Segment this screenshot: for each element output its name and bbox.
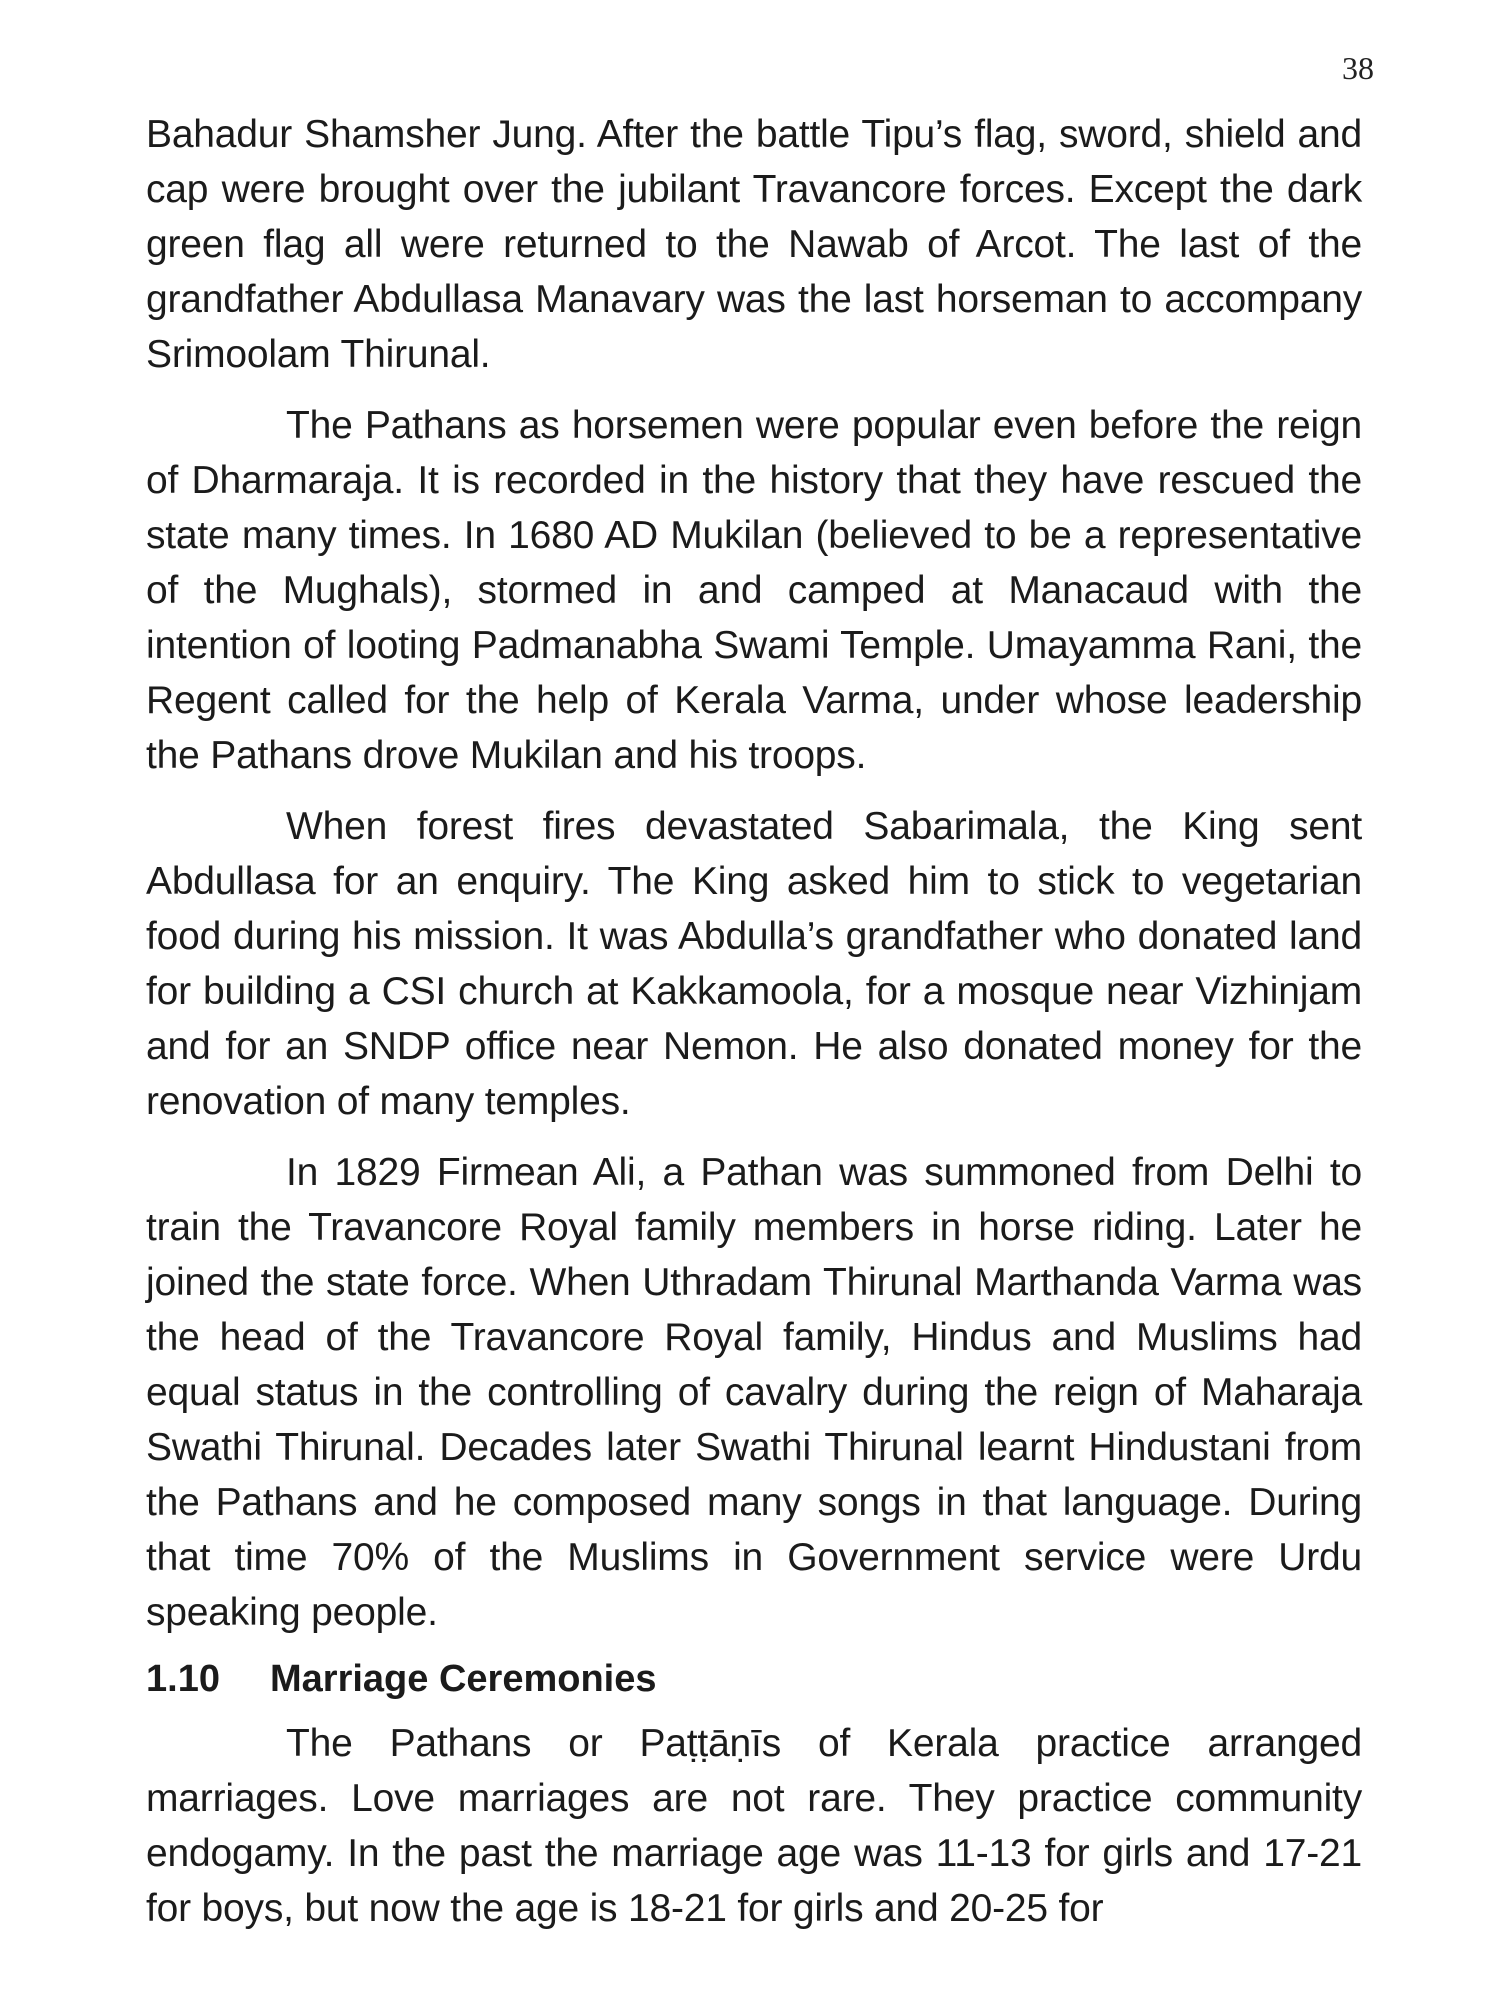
- paragraph-4: In 1829 Firmean Ali, a Pathan was summoned from Delhi to train the Travancore Royal family members in horse riding. Later he joined the state force. When Uthradam Thirunal Marthanda Varma was the head of the Travancore Royal family, Hindus and Muslims had equal status in the controlling of cavalry during the reign of Maharaja Swathi Thirunal. Decades later Swathi Thirunal learnt Hindustani from the Pathans and he composed many songs in that language. During that time 70% of the Muslims in Government service were Urdu speaking people.: [146, 1151, 1362, 1634]
- section-title: Marriage Ceremonies: [270, 1658, 657, 1700]
- paragraph-1: Bahadur Shamsher Jung. After the battle Tipu’s flag, sword, shield and cap were brought over the jubilant Travancore forces. Except the dark green flag all were returned to the Nawab of Arcot. The last of the grandfather Abdullasa Manavary was the last horseman to accompany Srimoolam Thirunal.: [146, 113, 1362, 376]
- page-body: [146, 107, 1362, 1936]
- section-paragraph-1: The Pathans or Paṭṭāṇīs of Kerala practice arranged marriages. Love marriages are not rare. They practice community endogamy. In the past the marriage age was 11-13 for girls and 17-21 for boys, but now the age is 18-21 for girls and 20-25 for: [146, 1722, 1362, 1930]
- paragraph-3: When forest fires devastated Sabarimala, the King sent Abdullasa for an enquiry. The King asked him to stick to vegetarian food during his mission. It was Abdulla’s grandfather who donated land for building a CSI church at Kakkamoola, for a mosque near Vizhinjam and for an SNDP office near Nemon. He also donated money for the renovation of many temples.: [146, 805, 1362, 1123]
- paragraph-2: The Pathans as horsemen were popular even before the reign of Dharmaraja. It is recorded in the history that they have rescued the state many times. In 1680 AD Mukilan (believed to be a representative of the Mughals), stormed in and camped at Manacaud with the intention of looting Padmanabha Swami Temple. Umayamma Rani, the Regent called for the help of Kerala Varma, under whose leadership the Pathans drove Mukilan and his troops.: [146, 404, 1362, 777]
- section-heading: [146, 1654, 1362, 1704]
- page-number: 38: [1342, 50, 1374, 86]
- section-number: 1.10: [146, 1658, 220, 1700]
